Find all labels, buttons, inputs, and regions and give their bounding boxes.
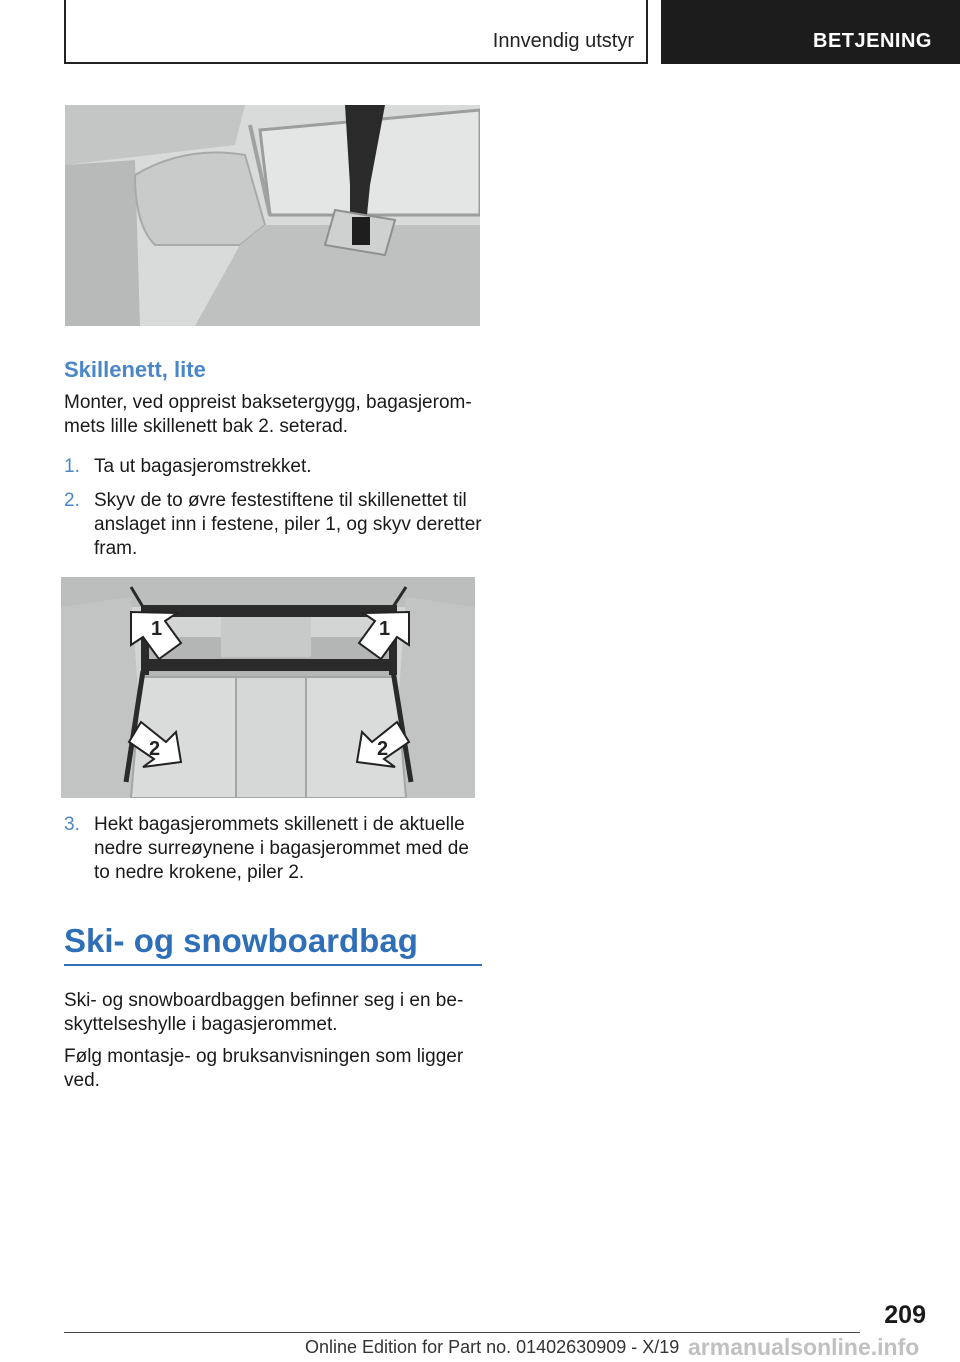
figure-divider-net bbox=[61, 577, 475, 798]
section-heading-ski-bag: Ski- og snowboardbag bbox=[64, 922, 418, 959]
watermark: armanualsonline.info bbox=[688, 1334, 920, 1360]
footer-edition: Online Edition for Part no. 01402630909 - X/19 bbox=[305, 1337, 680, 1357]
step-line: nedre surreøynene i bagasjerommet med de bbox=[94, 838, 469, 859]
intro-line: mets lille skillenett bak 2. seterad. bbox=[64, 416, 349, 437]
section-heading-divider-small: Skillenett, lite bbox=[64, 357, 206, 382]
ski-line: ved. bbox=[64, 1070, 100, 1091]
figure-divider-mount bbox=[65, 105, 480, 326]
ski-line: skyttelseshylle i bagasjerommet. bbox=[64, 1014, 338, 1035]
step-text bbox=[94, 489, 484, 561]
arrow-label: 2 bbox=[377, 738, 389, 760]
step-number: 1. bbox=[64, 456, 80, 477]
step-number: 2. bbox=[64, 490, 80, 511]
intro-line: Monter, ved oppreist baksetergygg, bagasjerom- bbox=[64, 392, 472, 413]
intro-paragraph bbox=[64, 391, 484, 439]
page-number: 209 bbox=[884, 1301, 926, 1329]
header-section-title: Innvendig utstyr bbox=[492, 30, 634, 52]
ski-line: Følg montasje- og bruksanvisningen som ligger bbox=[64, 1046, 464, 1067]
ski-paragraph-2 bbox=[64, 1045, 484, 1093]
heading-rule bbox=[64, 964, 482, 966]
arrow-label: 2 bbox=[149, 738, 161, 760]
step-line: to nedre krokene, piler 2. bbox=[94, 862, 305, 883]
ski-line: Ski- og snowboardbaggen befinner seg i en be- bbox=[64, 990, 464, 1011]
arrow-label: 1 bbox=[151, 618, 163, 640]
step-line: Ta ut bagasjeromstrekket. bbox=[94, 456, 312, 477]
ski-paragraph-1 bbox=[64, 989, 484, 1037]
header-chapter-box bbox=[661, 0, 960, 64]
step-text bbox=[94, 455, 484, 479]
step-number: 3. bbox=[64, 814, 80, 835]
step-line: fram. bbox=[94, 538, 138, 559]
header-chapter-title: BETJENING bbox=[813, 30, 932, 52]
footer-rule bbox=[64, 1332, 860, 1333]
step-line: Hekt bagasjerommets skillenett i de aktuelle bbox=[94, 814, 465, 835]
step-text bbox=[94, 813, 484, 885]
header-section-box bbox=[64, 0, 648, 64]
step-line: Skyv de to øvre festestiftene til skillenettet til bbox=[94, 490, 467, 511]
arrow-label: 1 bbox=[379, 618, 391, 640]
step-line: anslaget inn i festene, piler 1, og skyv deretter bbox=[94, 514, 482, 535]
